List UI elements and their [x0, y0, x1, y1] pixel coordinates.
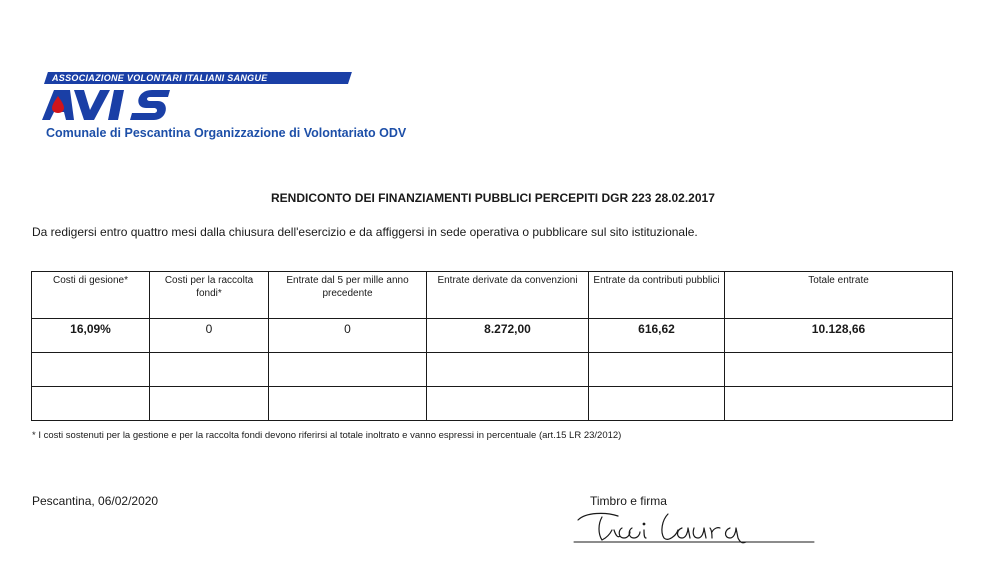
- table-cell: [725, 353, 953, 387]
- table-cell: [269, 387, 427, 421]
- document-title: RENDICONTO DEI FINANZIAMENTI PUBBLICI PERCEPITI DGR 223 28.02.2017: [271, 191, 715, 205]
- header-management-costs: Costi di gesione*: [32, 272, 150, 319]
- header-five-per-thousand: Entrate dal 5 per mille anno precedente: [269, 272, 427, 319]
- table-cell: 0: [269, 319, 427, 353]
- table-cell: [150, 353, 269, 387]
- table-cell: [427, 353, 589, 387]
- table-cell: [32, 387, 150, 421]
- logo-tagline: ASSOCIAZIONE VOLONTARI ITALIANI SANGUE: [52, 73, 268, 83]
- table-row: [32, 387, 953, 421]
- table-cell: 0: [150, 319, 269, 353]
- table-cell: 10.128,66: [725, 319, 953, 353]
- signature-label: Timbro e firma: [590, 494, 667, 508]
- header-fundraising-costs: Costi per la raccolta fondi*: [150, 272, 269, 319]
- table-cell: [32, 353, 150, 387]
- table-cell: [150, 387, 269, 421]
- table-cell: 8.272,00: [427, 319, 589, 353]
- table-cell: [269, 353, 427, 387]
- table-header-row: [32, 272, 953, 319]
- funding-report-table: [31, 271, 953, 421]
- place-date: Pescantina, 06/02/2020: [32, 494, 159, 508]
- organization-name: Comunale di Pescantina Organizzazione di Volontariato ODV: [46, 126, 407, 140]
- table-cell: [427, 387, 589, 421]
- header-public-contributions: Entrate da contributi pubblici: [589, 272, 725, 319]
- table-cell: 16,09%: [32, 319, 150, 353]
- table-cell: [589, 353, 725, 387]
- table-cell: [725, 387, 953, 421]
- avis-wordmark-logo: [40, 86, 180, 122]
- table-row: [32, 353, 953, 387]
- instruction-text: Da redigersi entro quattro mesi dalla chiusura dell'esercizio e da affiggersi in sede operativa o pubblicare sul sito istituzionale.: [32, 225, 698, 239]
- footnote: * I costi sostenuti per la gestione e per la raccolta fondi devono riferirsi al totale inoltrato e vanno espressi in percentuale (art.15 LR 23/2012): [32, 430, 622, 441]
- table-row: [32, 319, 953, 353]
- table-cell: [589, 387, 725, 421]
- avis-logo: [40, 72, 352, 124]
- header-total-income: Totale entrate: [725, 272, 953, 319]
- table-cell: 616,62: [589, 319, 725, 353]
- header-agreements-income: Entrate derivate da convenzioni: [427, 272, 589, 319]
- handwritten-signature: [572, 500, 817, 550]
